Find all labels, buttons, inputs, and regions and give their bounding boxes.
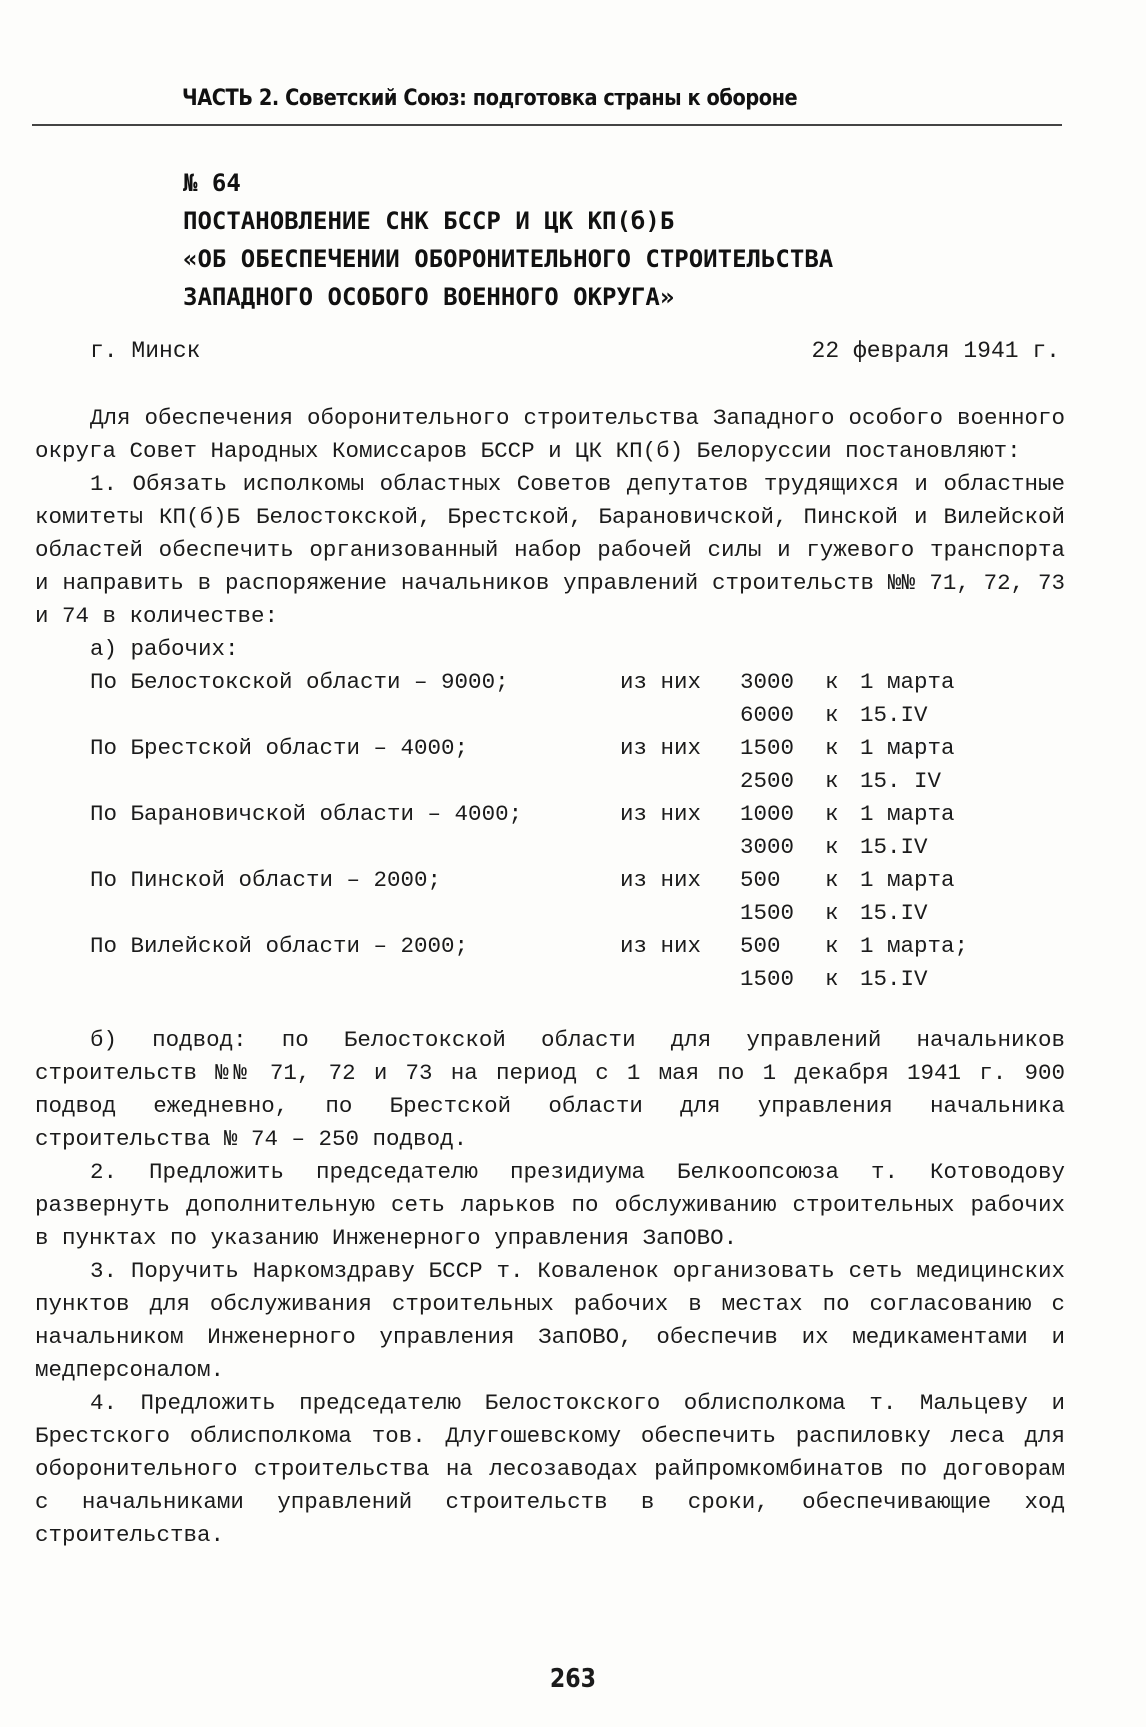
running-head: ЧАСТЬ 2. Советский Союз: подготовка страны к обороне — [182, 86, 798, 111]
item-2-paragraph: 2. Предложить председателю президиума Белкоопсоюза т. Котоводову развернуть дополнительную сеть ларьков по обслуживанию строительных рабочих в пунктах по указанию Инженерного управления ЗапОВО. — [35, 1159, 1065, 1251]
workers-row: По Пинской области – 2000; из них 500 к 1 марта — [90, 867, 955, 893]
document-title-block — [183, 164, 833, 316]
intro-paragraph: Для обеспечения оборонительного строительства Западного особого военного округа Совет Народных Комиссаров БССР и ЦК КП(б) Белоруссии постановляют: — [35, 405, 1065, 464]
title-line-3: ЗАПАДНОГО ОСОБОГО ВОЕННОГО ОКРУГА» — [183, 283, 675, 311]
title-line-1: ПОСТАНОВЛЕНИЕ СНК БССР И ЦК КП(б)Б — [183, 207, 675, 235]
place: г. Минск — [90, 338, 201, 364]
workers-row-second: 2500 к 15. IV — [740, 768, 942, 794]
workers-row: По Белостокской области – 9000; из них 3000 к 1 марта — [90, 669, 955, 695]
workers-row-second: 1500 к 15.IV — [740, 966, 928, 992]
workers-label: а) рабочих: — [90, 636, 239, 662]
workers-row-second: 1500 к 15.IV — [740, 900, 928, 926]
workers-row: По Вилейской области – 2000; из них 500 к 1 марта; — [90, 933, 969, 959]
item-3-paragraph: 3. Поручить Наркомздраву БССР т. Коваленок организовать сеть медицинских пунктов для обслуживания строительных рабочих в местах по согласованию с начальником Инженерного управления ЗапОВО, обеспечив их медикаментами и медперсоналом. — [35, 1258, 1065, 1383]
date: 22 февраля 1941 г. — [811, 338, 1060, 364]
title-line-2: «ОБ ОБЕСПЕЧЕНИИ ОБОРОНИТЕЛЬНОГО СТРОИТЕЛЬСТВА — [183, 245, 834, 273]
workers-row: По Барановичской области – 4000; из них 1000 к 1 марта — [90, 801, 955, 827]
item-4-paragraph: 4. Предложить председателю Белостокского облисполкома т. Мальцеву и Брестского облисполкома тов. Длугошевскому обеспечить распиловку леса для оборонительного строительства на лесозаводах райпромкомбинатов по договорам с начальниками управлений строительств в сроки, обеспечивающие ход строительства. — [35, 1390, 1065, 1548]
workers-list — [90, 633, 1065, 996]
workers-row-second: 3000 к 15.IV — [740, 834, 928, 860]
item-1-paragraph: 1. Обязать исполкомы областных Советов депутатов трудящихся и областные комитеты КП(б)Б Белостокской, Брестской, Барановичской, Пинской и Вилейской областей обеспечить организованный набор рабочей силы и гужевого транспорта и направить в распоряжение начальников управлений строительств №№ 71, 72, 73 и 74 в количестве: — [35, 471, 1065, 629]
page-number: 263 — [549, 1664, 597, 1694]
workers-row: По Брестской области – 4000; из них 1500 к 1 марта — [90, 735, 955, 761]
workers-row-second: 6000 к 15.IV — [740, 702, 928, 728]
document-body — [35, 402, 1065, 1552]
document-number: № 64 — [183, 169, 241, 197]
dateline — [90, 338, 1060, 364]
carts-paragraph: б) подвод: по Белостокской области для управлений начальников строительств №№ 71, 72 и 73 на период с 1 мая по 1 декабря 1941 г. 900 подвод ежедневно, по Брестской области для управления начальника строительства № 74 – 250 подвод. — [35, 1027, 1065, 1152]
header-rule — [32, 124, 1062, 126]
